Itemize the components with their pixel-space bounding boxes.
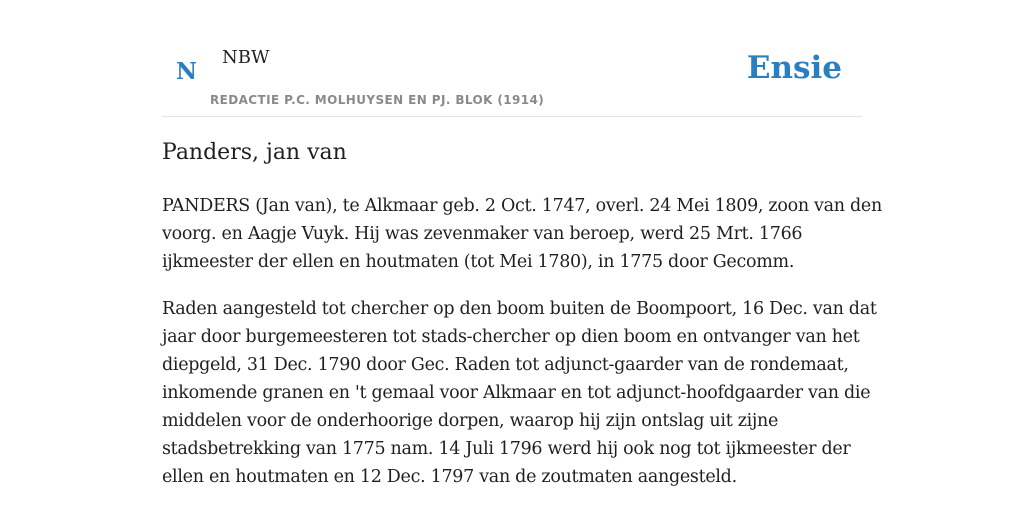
text-line: PANDERS (Jan van), te Alkmaar geb. 2 Oct. 1747, overl. 24 Mei 1809, zoon van den — [162, 196, 882, 216]
paragraph-2 — [162, 295, 877, 491]
paragraph-1 — [162, 192, 882, 276]
source-logo-icon[interactable]: N — [176, 58, 198, 85]
ensie-logo-link[interactable]: Ensie — [746, 50, 842, 86]
text-line: stadsbetrekking van 1775 nam. 14 Juli 1796 werd hij ook nog tot ijkmeester der — [162, 439, 851, 459]
text-line: jaar door burgemeesteren tot stads-chercher op dien boom en ontvanger van het — [162, 327, 860, 347]
text-line: Raden aangesteld tot chercher op den boom buiten de Boompoort, 16 Dec. van dat — [162, 299, 877, 319]
text-line: inkomende granen en 't gemaal voor Alkmaar en tot adjunct-hoofdgaarder van die — [162, 383, 871, 403]
text-line: ijkmeester der ellen en houtmaten (tot Mei 1780), in 1775 door Gecomm. — [162, 252, 795, 272]
source-name[interactable]: NBW — [222, 47, 270, 68]
text-line: middelen voor de onderhoorige dorpen, waarop hij zijn ontslag uit zijne — [162, 411, 779, 431]
header — [162, 0, 862, 117]
editors-line: REDACTIE P.C. MOLHUYSEN EN PJ. BLOK (1914) — [210, 93, 545, 107]
text-line: voorg. en Aagje Vuyk. Hij was zevenmaker van beroep, werd 25 Mrt. 1766 — [162, 224, 803, 244]
text-line: diepgeld, 31 Dec. 1790 door Gec. Raden tot adjunct-gaarder van de rondemaat, — [162, 355, 849, 375]
text-line: ellen en houtmaten en 12 Dec. 1797 van de zoutmaten aangesteld. — [162, 467, 737, 487]
article-body — [162, 192, 882, 510]
article-title: Panders, jan van — [162, 140, 347, 165]
